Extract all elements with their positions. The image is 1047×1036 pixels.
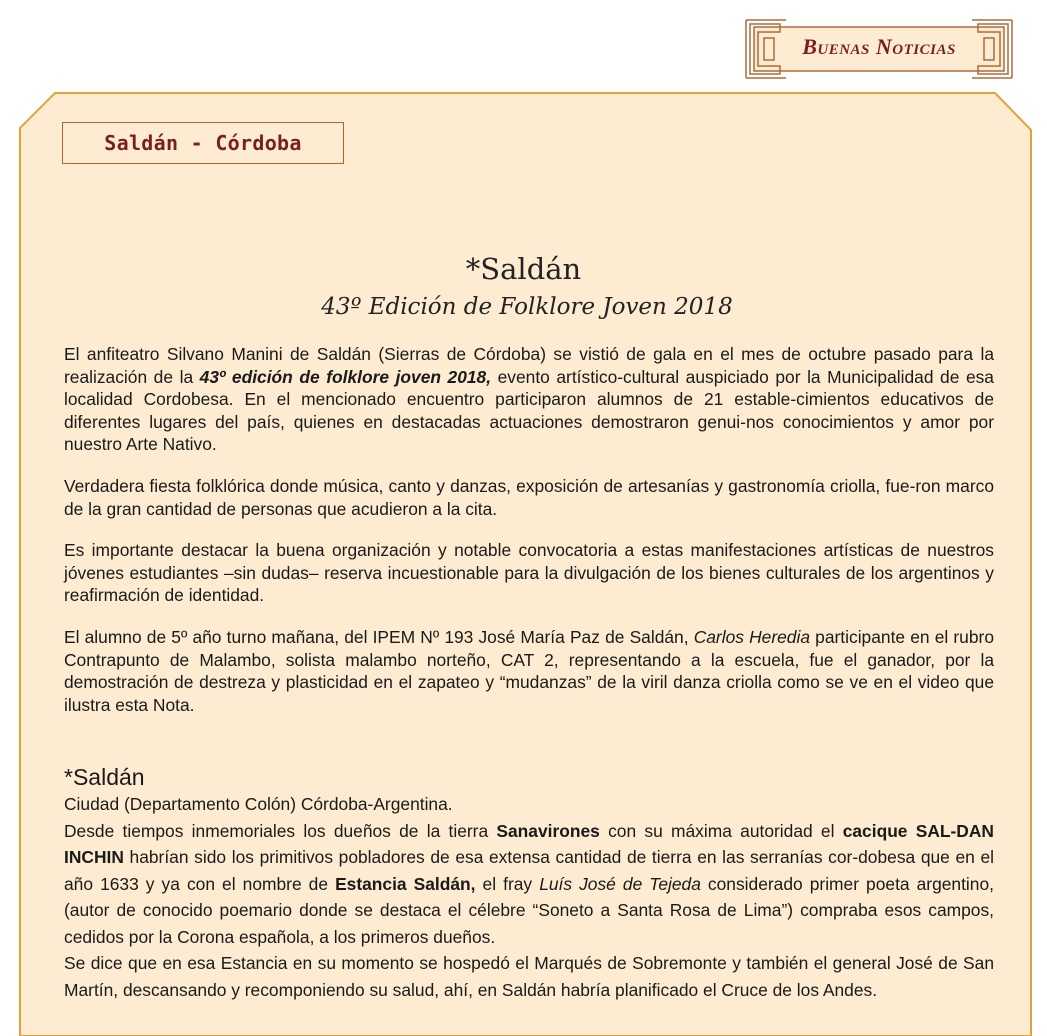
article-body — [64, 343, 994, 735]
emphasis: Sanavirones — [496, 820, 600, 841]
article-title: *Saldán — [465, 252, 582, 286]
location-label: Saldán - Córdoba — [62, 122, 344, 164]
emphasis: Luís José de Tejeda — [539, 873, 701, 894]
section-line: Ciudad (Departamento Colón) Córdoba-Argentina. — [64, 794, 453, 814]
text-span: El anfiteatro Silvano Manini de Saldán (Sierras de Córdoba) se vistió de gala en el mes de octubre pasado para la realización de la — [64, 344, 994, 387]
paragraph-3: Es importante destacar la buena organización y notable convocatoria a estas manifestaciones artísticas de nuestros jóvenes estudiantes –sin dudas– reserva incuestionable para la divulgación de los bienes culturales de los argentinos y reafirmación de identidad. — [64, 540, 994, 606]
paragraph-2: Verdadera fiesta folklórica donde música, canto y danzas, exposición de artesanías y gastronomía criolla, fue-ron marco de la gran cantidad de personas que acudieron a la cita. — [64, 475, 994, 519]
section-paragraph-1 — [64, 818, 994, 951]
about-saldan-section — [64, 763, 994, 1003]
paragraph-4 — [64, 626, 994, 716]
text-span: Desde tiempos inmemoriales los dueños de la tierra — [64, 820, 497, 841]
text-span: considerado primer poeta argentino, (autor de conocido poemario donde se destaca el célebre “Soneto a Santa Rosa de Lima”) compraba esos campos, cedidos por la Corona española, a los primeros dueños. — [64, 873, 994, 947]
text-span: con su máxima autoridad el — [599, 820, 843, 841]
buenas-noticias-badge — [744, 18, 1014, 80]
text-span: El alumno de 5º año turno mañana, del IPEM Nº 193 José María Paz de Saldán, — [64, 626, 694, 647]
emphasis: Estancia Saldán, — [335, 873, 476, 894]
text-span: evento artístico-cultural auspiciado por la Municipalidad de esa localidad Cordobesa. En el mencionado encuentro participaron alumnos de 21 estable-cimientos educativos de diferentes lugares del país, quienes en destacadas actuaciones demostraron genui-nos conocimientos y amor por nuestro Arte Nativo. — [64, 366, 994, 455]
emphasis: 43º edición de folklore joven 2018, — [199, 366, 492, 387]
badge-label: Buenas Noticias — [802, 34, 956, 59]
text-span: el fray — [475, 873, 540, 894]
paragraph-1 — [64, 343, 994, 456]
text-span: habrían sido los primitivos pobladores de esa extensa cantidad de tierra en las serranías cor-dobesa que en el año 1633 y ya con el nombre de — [64, 847, 994, 894]
emphasis: cacique SAL-DAN INCHIN — [64, 820, 994, 867]
section-title: *Saldán — [64, 764, 145, 790]
section-paragraph-2: Se dice que en esa Estancia en su momento se hospedó el Marqués de Sobremonte y también el general José de San Martín, descansando y recomponiendo su salud, ahí, en Saldán habría planificado el Cruce de los Andes. — [64, 953, 994, 1000]
text-span: participante en el rubro Contrapunto de Malambo, solista malambo norteño, CAT 2, representando a la escuela, fue el ganador, por la demostración de destreza y plasticidad en el zapateo y “mudanzas” de la viril danza criolla como se ve en el video que ilustra esta Nota. — [64, 626, 994, 715]
emphasis: Carlos Heredia — [693, 626, 811, 647]
article-subtitle: 43º Edición de Folklore Joven 2018 — [321, 294, 733, 320]
